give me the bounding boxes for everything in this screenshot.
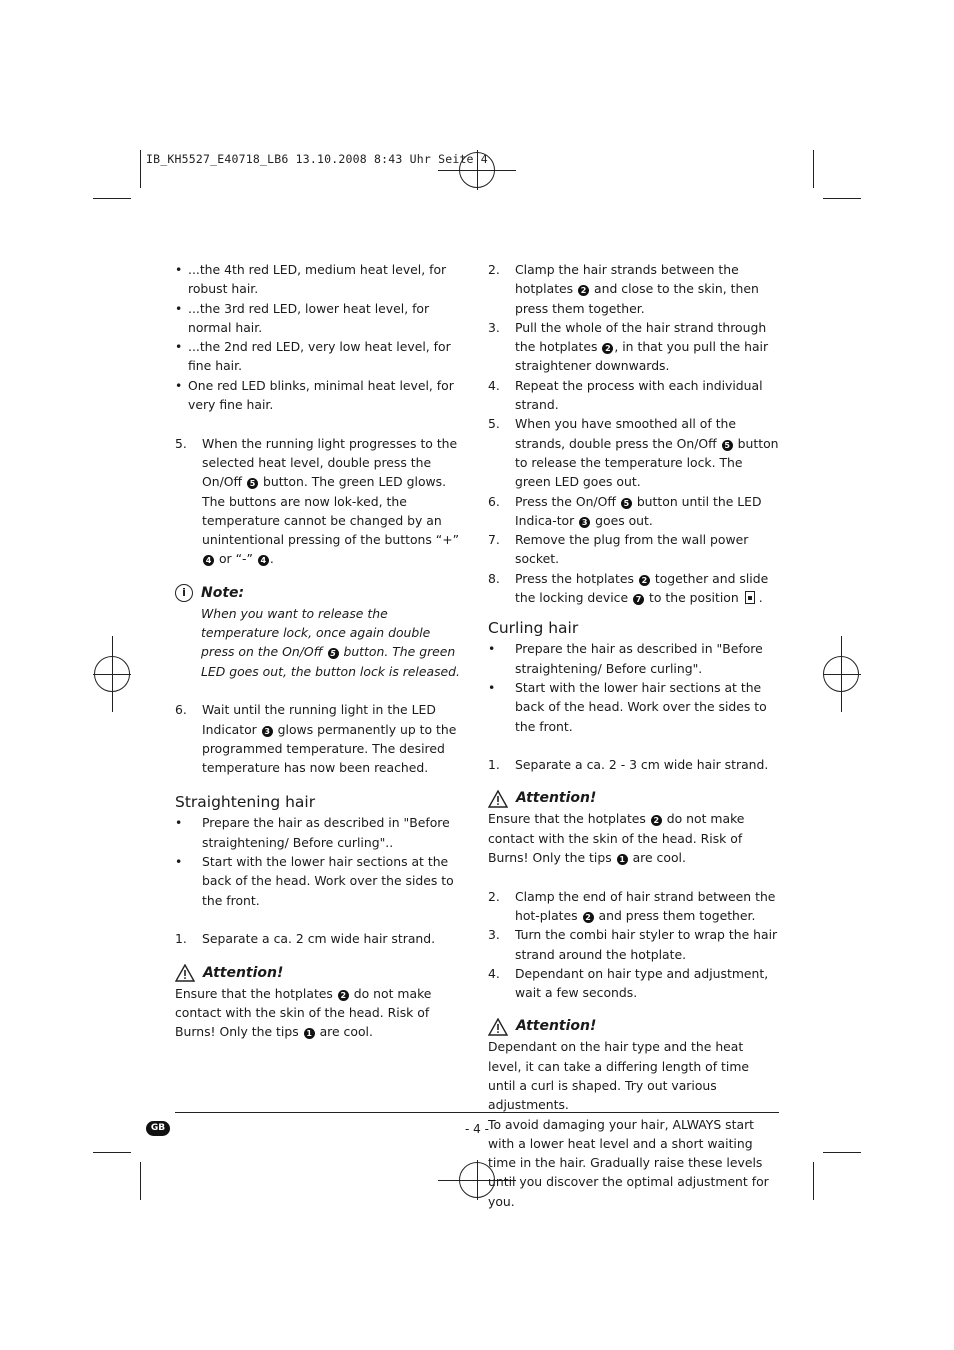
part-ref-badge: 1 [304,1028,315,1039]
list-item: • ...the 3rd red LED, lower heat level, for normal hair. [175,300,430,335]
step-2: 2. Clamp the hair strands between the hotplates 2 and close to the skin, then press them together. [488,262,759,316]
lock-icon [745,591,755,604]
section-heading-straightening: Straightening hair [175,793,316,812]
part-ref-badge: 4 [203,555,214,566]
attention-text: Dependant on the hair type and the heat level, it can take a differing length of time until a curl is shaped. Try out various adjustments. [488,1039,750,1113]
part-ref-badge: 3 [262,726,273,737]
part-ref-badge: 5 [722,440,733,451]
attention-heading: Attention! [175,963,465,984]
right-column [488,260,780,1211]
part-ref-badge: 5 [328,648,339,659]
attention-text: Ensure that the hotplates 2 do not make contact with the skin of the head. Risk of Burns! Only the tips 1 are cool. [488,811,745,866]
note-heading: i Note: [175,583,465,604]
list-item: • One red LED blinks, minimal heat level, for very fine hair. [175,377,454,413]
list-item: • Start with the lower hair sections at the back of the head. Work over the sides to the front. [175,854,454,908]
part-ref-badge: 3 [579,517,590,528]
language-badge: GB [146,1121,170,1136]
attention-text: To avoid damaging your hair, ALWAYS start with a lower heat level and a short waiting time in the hair. Gradually raise these levels until you discover the optimal adjustment for you. [488,1116,769,1209]
list-item: • ...the 4th red LED, medium heat level, for robust hair. [175,262,447,297]
step-4: 4. Dependant on hair type and adjustment, wait a few seconds. [488,965,769,1001]
attention-heading: Attention! [488,788,780,809]
step-7: 7. Remove the plug from the wall power socket. [488,532,749,567]
info-icon: i [175,584,193,602]
step-2: 2. Clamp the end of hair strand between the hot-plates 2 and press them together. [488,888,776,923]
note-text: When you want to release the temperature lock, once again double press on the On/Off 5 button. The green LED goes out, the button lock is released. [201,605,460,679]
part-ref-badge: 7 [633,594,644,605]
step-6: 6. Press the On/Off 5 button until the LED Indica-tor 3 goes out. [488,493,762,528]
warning-icon [488,790,508,808]
warning-icon [175,964,195,982]
step-8: 8. Press the hotplates 2 together and slide the locking device 7 to the position . [488,570,769,606]
part-ref-badge: 1 [617,854,628,865]
step-5: 5. When the running light progresses to the selected heat level, double press the On/Off 5 button. The green LED glows. The buttons are now lok-ked, the temperature cannot be changed by an unintentional pressing of the buttons “+” 4 or “-” 4 . [175,435,460,567]
part-ref-badge: 5 [247,478,258,489]
step-1: 1. Separate a ca. 2 cm wide hair strand. [175,931,436,947]
list-item: • Prepare the hair as described in "Before straightening/ Before curling". [488,641,763,676]
part-ref-badge: 4 [258,555,269,566]
attention-text: Ensure that the hotplates 2 do not make contact with the skin of the head. Risk of Burns! Only the tips 1 are cool. [175,985,432,1040]
list-item: • Start with the lower hair sections at the back of the head. Work over the sides to the front. [488,679,767,734]
attention-heading: Attention! [488,1016,780,1037]
page-number: - 4 - [465,1122,489,1136]
part-ref-badge: 5 [621,498,632,509]
step-5: 5. When you have smoothed all of the strands, double press the On/Off 5 button to release the temperature lock. The green LED goes out. [488,416,779,490]
part-ref-badge: 2 [639,575,650,586]
step-3: 3. Turn the combi hair styler to wrap the hair strand around the hotplate. [488,927,778,962]
list-item: • ...the 2nd red LED, very low heat level, for fine hair. [175,339,451,374]
footer-rule [175,1112,779,1113]
part-ref-badge: 2 [651,815,662,826]
part-ref-badge: 2 [578,285,589,296]
part-ref-badge: 2 [338,990,349,1001]
list-item: • Prepare the hair as described in "Before straightening/ Before curling".. [175,815,450,850]
step-3: 3. Pull the whole of the hair strand through the hotplates 2 , in that you pull the hair straightener downwards. [488,319,769,374]
left-column [175,260,465,1041]
step-1: 1. Separate a ca. 2 - 3 cm wide hair strand. [488,757,769,773]
step-6: 6. Wait until the running light in the LED Indicator 3 glows permanently up to the programmed temperature. The desired temperature has now been reached. [175,702,457,776]
warning-icon [488,1018,508,1036]
part-ref-badge: 2 [583,912,594,923]
part-ref-badge: 2 [602,343,613,354]
print-slug: IB_KH5527_E40718_LB6 13.10.2008 8:43 Uhr Seite 4 [146,152,488,166]
step-4: 4. Repeat the process with each individual strand. [488,377,763,413]
section-heading-curling: Curling hair [488,619,579,638]
